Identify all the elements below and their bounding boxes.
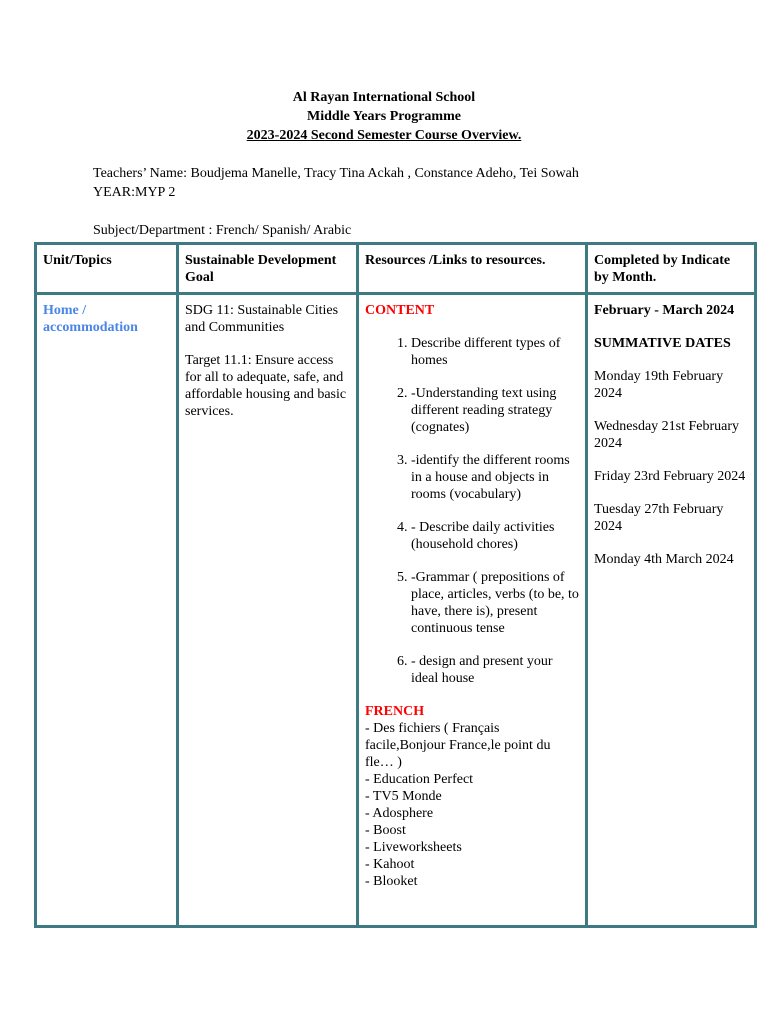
content-item: 3. -identify the different rooms in a house and objects in rooms (vocabulary) xyxy=(411,452,579,503)
summative-date: Wednesday 21st February 2024 xyxy=(594,419,740,451)
subject-line: Subject/Department : French/ Spanish/ Arabic xyxy=(93,223,352,238)
summative-date: Tuesday 27th February 2024 xyxy=(594,502,724,534)
content-item: 5. -Grammar ( prepositions of place, articles, verbs (to be, to have, there is), present continuous tense xyxy=(411,569,579,637)
french-resource: - Education Perfect xyxy=(365,772,474,787)
overview-title: 2023-2024 Second Semester Course Overview. xyxy=(246,128,522,143)
sdg-cell xyxy=(176,292,356,928)
french-resource: - Des fichiers ( Français facile,Bonjour France,le point du fle… ) xyxy=(365,721,551,770)
summative-title: SUMMATIVE DATES xyxy=(594,336,731,351)
sdg-goal: SDG 11: Sustainable Cities and Communities xyxy=(185,303,339,335)
header-resources: Resources /Links to resources. xyxy=(356,242,585,292)
resources-cell xyxy=(356,292,585,928)
header-completed: Completed by Indicate by Month. xyxy=(585,242,757,292)
table-header-row xyxy=(34,242,757,292)
unit-topic-link[interactable]: Home / accommodation xyxy=(43,303,138,335)
content-item: 1. Describe different types of homes xyxy=(411,335,579,369)
french-resource: - Liveworksheets xyxy=(365,840,462,855)
year-line: YEAR:MYP 2 xyxy=(93,185,176,200)
sdg-target: Target 11.1: Ensure access for all to adequate, safe, and affordable housing and basic services. xyxy=(185,353,347,419)
completed-cell xyxy=(585,292,757,928)
french-resource: - Blooket xyxy=(365,874,418,889)
content-title: CONTENT xyxy=(365,303,435,318)
content-item: 6. - design and present your ideal house xyxy=(411,653,579,687)
content-list xyxy=(365,335,579,687)
french-title: FRENCH xyxy=(365,704,425,719)
teachers-line: Teachers’ Name: Boudjema Manelle, Tracy Tina Ackah , Constance Adeho, Tei Sowah xyxy=(93,166,579,181)
french-resource: - Boost xyxy=(365,823,406,838)
header-sdg: Sustainable Development Goal xyxy=(176,242,356,292)
french-resource: - Kahoot xyxy=(365,857,415,872)
summative-date: Friday 23rd February 2024 xyxy=(594,469,746,484)
header-unit-topics: Unit/Topics xyxy=(34,242,176,292)
table-row xyxy=(34,292,757,928)
summative-date: Monday 4th March 2024 xyxy=(594,552,734,567)
course-overview-table xyxy=(34,242,757,928)
document-header xyxy=(0,88,768,145)
content-item: 2. -Understanding text using different reading strategy (cognates) xyxy=(411,385,579,436)
summative-date: Monday 19th February 2024 xyxy=(594,369,724,401)
school-name: Al Rayan International School xyxy=(292,90,476,105)
french-resource: - TV5 Monde xyxy=(365,789,442,804)
programme-name: Middle Years Programme xyxy=(307,109,461,124)
french-resource: - Adosphere xyxy=(365,806,434,821)
unit-cell xyxy=(34,292,176,928)
content-item: 4. - Describe daily activities (household chores) xyxy=(411,519,579,553)
period-label: February - March 2024 xyxy=(594,303,735,318)
